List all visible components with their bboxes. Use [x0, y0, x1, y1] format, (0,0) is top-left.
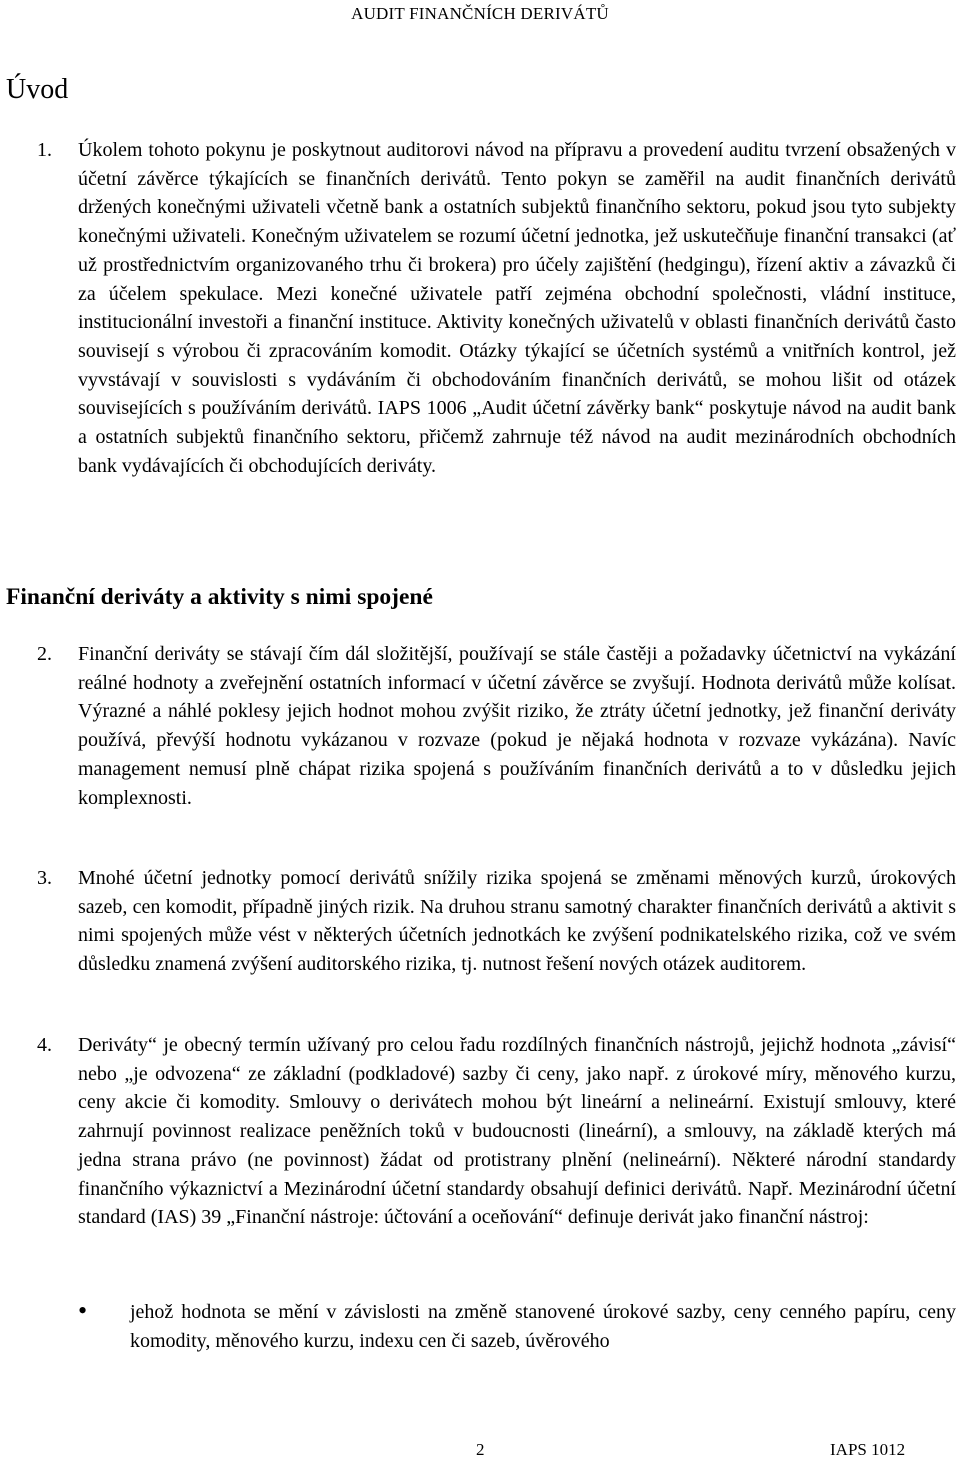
paragraph-2: Finanční deriváty se stávají čím dál složitější, používají se stále častěji a požadavky účetnictví na vykázání reálné hodnoty a zveřejnění ostatních informací v účetní závěrce se zvyšují. Hodnota derivátů může kolísat. Výrazné a náhlé poklesy jejich hodnot mohou zvýšit riziko, že ztráty účetní jednotky, jež finanční deriváty používá, převýší hodnotu vykázanou v rozvaze (pokud je nějaká hodnota v rozvaze vykázána). Navíc management nemusí plně chápat rizika spojená s používáním finančních derivátů a to v důsledku jejich komplexnosti.	[78, 643, 956, 809]
paragraph-4: Deriváty“ je obecný termín užívaný pro celou řadu rozdílných finančních nástrojů, jejichž hodnota „závisí“ nebo „je odvozena“ ze základní (podkladové) sazby či ceny, jako např. z úrokové míry, měnového kurzu, ceny akcie či komodity. Smlouvy o derivátech mohou být lineární a nelineární. Existují smlouvy, které zahrnují povinnost realizace peněžních toků v budoucnosti (lineární), a smlouvy, na základě kterých má jedna strana právo (ne povinnost) žádat od protistrany plnění (nelineární). Některé národní standardy finančního výkaznictví a Mezinárodní účetní standardy obsahují definici derivátů. Např. Mezinárodní účetní standard (IAS) 39 „Finanční nástroje: účtování a oceňování“ definuje derivát jako finanční nástroj:	[78, 1034, 956, 1229]
footer-document-id: IAPS 1012	[830, 1440, 906, 1459]
paragraph-1: Úkolem tohoto pokynu je poskytnout auditorovi návod na přípravu a provedení auditu tvrzení obsažených v účetní závěrce týkajících se finančních derivátů. Tento pokyn se zaměřil na audit finančních derivátů držených konečnými uživateli včetně bank a ostatních subjektů finančního sektoru, pokud jsou tyto subjekty konečnými uživateli. Konečným uživatelem se rozumí účetní jednotka, jež uskutečňuje finanční transakci (ať už prostřednictvím organizovaného trhu či brokera) pro účely zajištění (hedgingu), řízení aktiv a závazků či za účelem spekulace. Mezi konečné uživatele patří zejména obchodní společnosti, vládní instituce, institucionální investoři a finanční instituce. Aktivity konečných uživatelů v oblasti finančních derivátů často souvisejí s výrobou či zpracováním komodit. Otázky týkající se účetních systémů a vnitřních kontrol, jež vyvstávají v souvislosti s vydáváním či obchodováním finančních derivátů, se mohou lišit od otázek souvisejících s používáním derivátů. IAPS 1006 „Audit účetní závěrky bank“ poskytuje návod na audit bank a ostatních subjektů finančního sektoru, přičemž zahrnuje též návod na audit mezinárodních obchodních bank vydávajících či obchodujících deriváty.	[78, 139, 956, 477]
section-title-intro: Úvod	[6, 74, 69, 105]
paragraph-number-1: 1.	[37, 139, 52, 161]
paragraph-number-4: 4.	[37, 1034, 52, 1056]
section-title-derivatives: Finanční deriváty a aktivity s nimi spojené	[6, 584, 433, 610]
paragraph-number-3: 3.	[37, 867, 52, 889]
footer-page-number: 2	[476, 1440, 485, 1459]
bullet-icon: •	[78, 1296, 88, 1325]
paragraph-number-2: 2.	[37, 643, 52, 665]
bullet-item-text: jehož hodnota se mění v závislosti na změně stanovené úrokové sazby, ceny cenného papíru, ceny komodity, měnového kurzu, indexu cen či sazeb, úvěrového	[130, 1301, 956, 1352]
paragraph-3: Mnohé účetní jednotky pomocí derivátů snížily rizika spojená se změnami měnových kurzů, úrokových sazeb, cen komodit, případně jiných rizik. Na druhou stranu samotný charakter finančních derivátů a aktivit s nimi spojených může vést v některých účetních jednotkách ke zvýšení podnikatelského rizika, což ve svém důsledku znamená zvýšení auditorského rizika, tj. nutnost řešení nových otázek auditorem.	[78, 867, 956, 976]
running-header: AUDIT FINANČNÍCH DERIVÁTŮ	[351, 4, 609, 23]
